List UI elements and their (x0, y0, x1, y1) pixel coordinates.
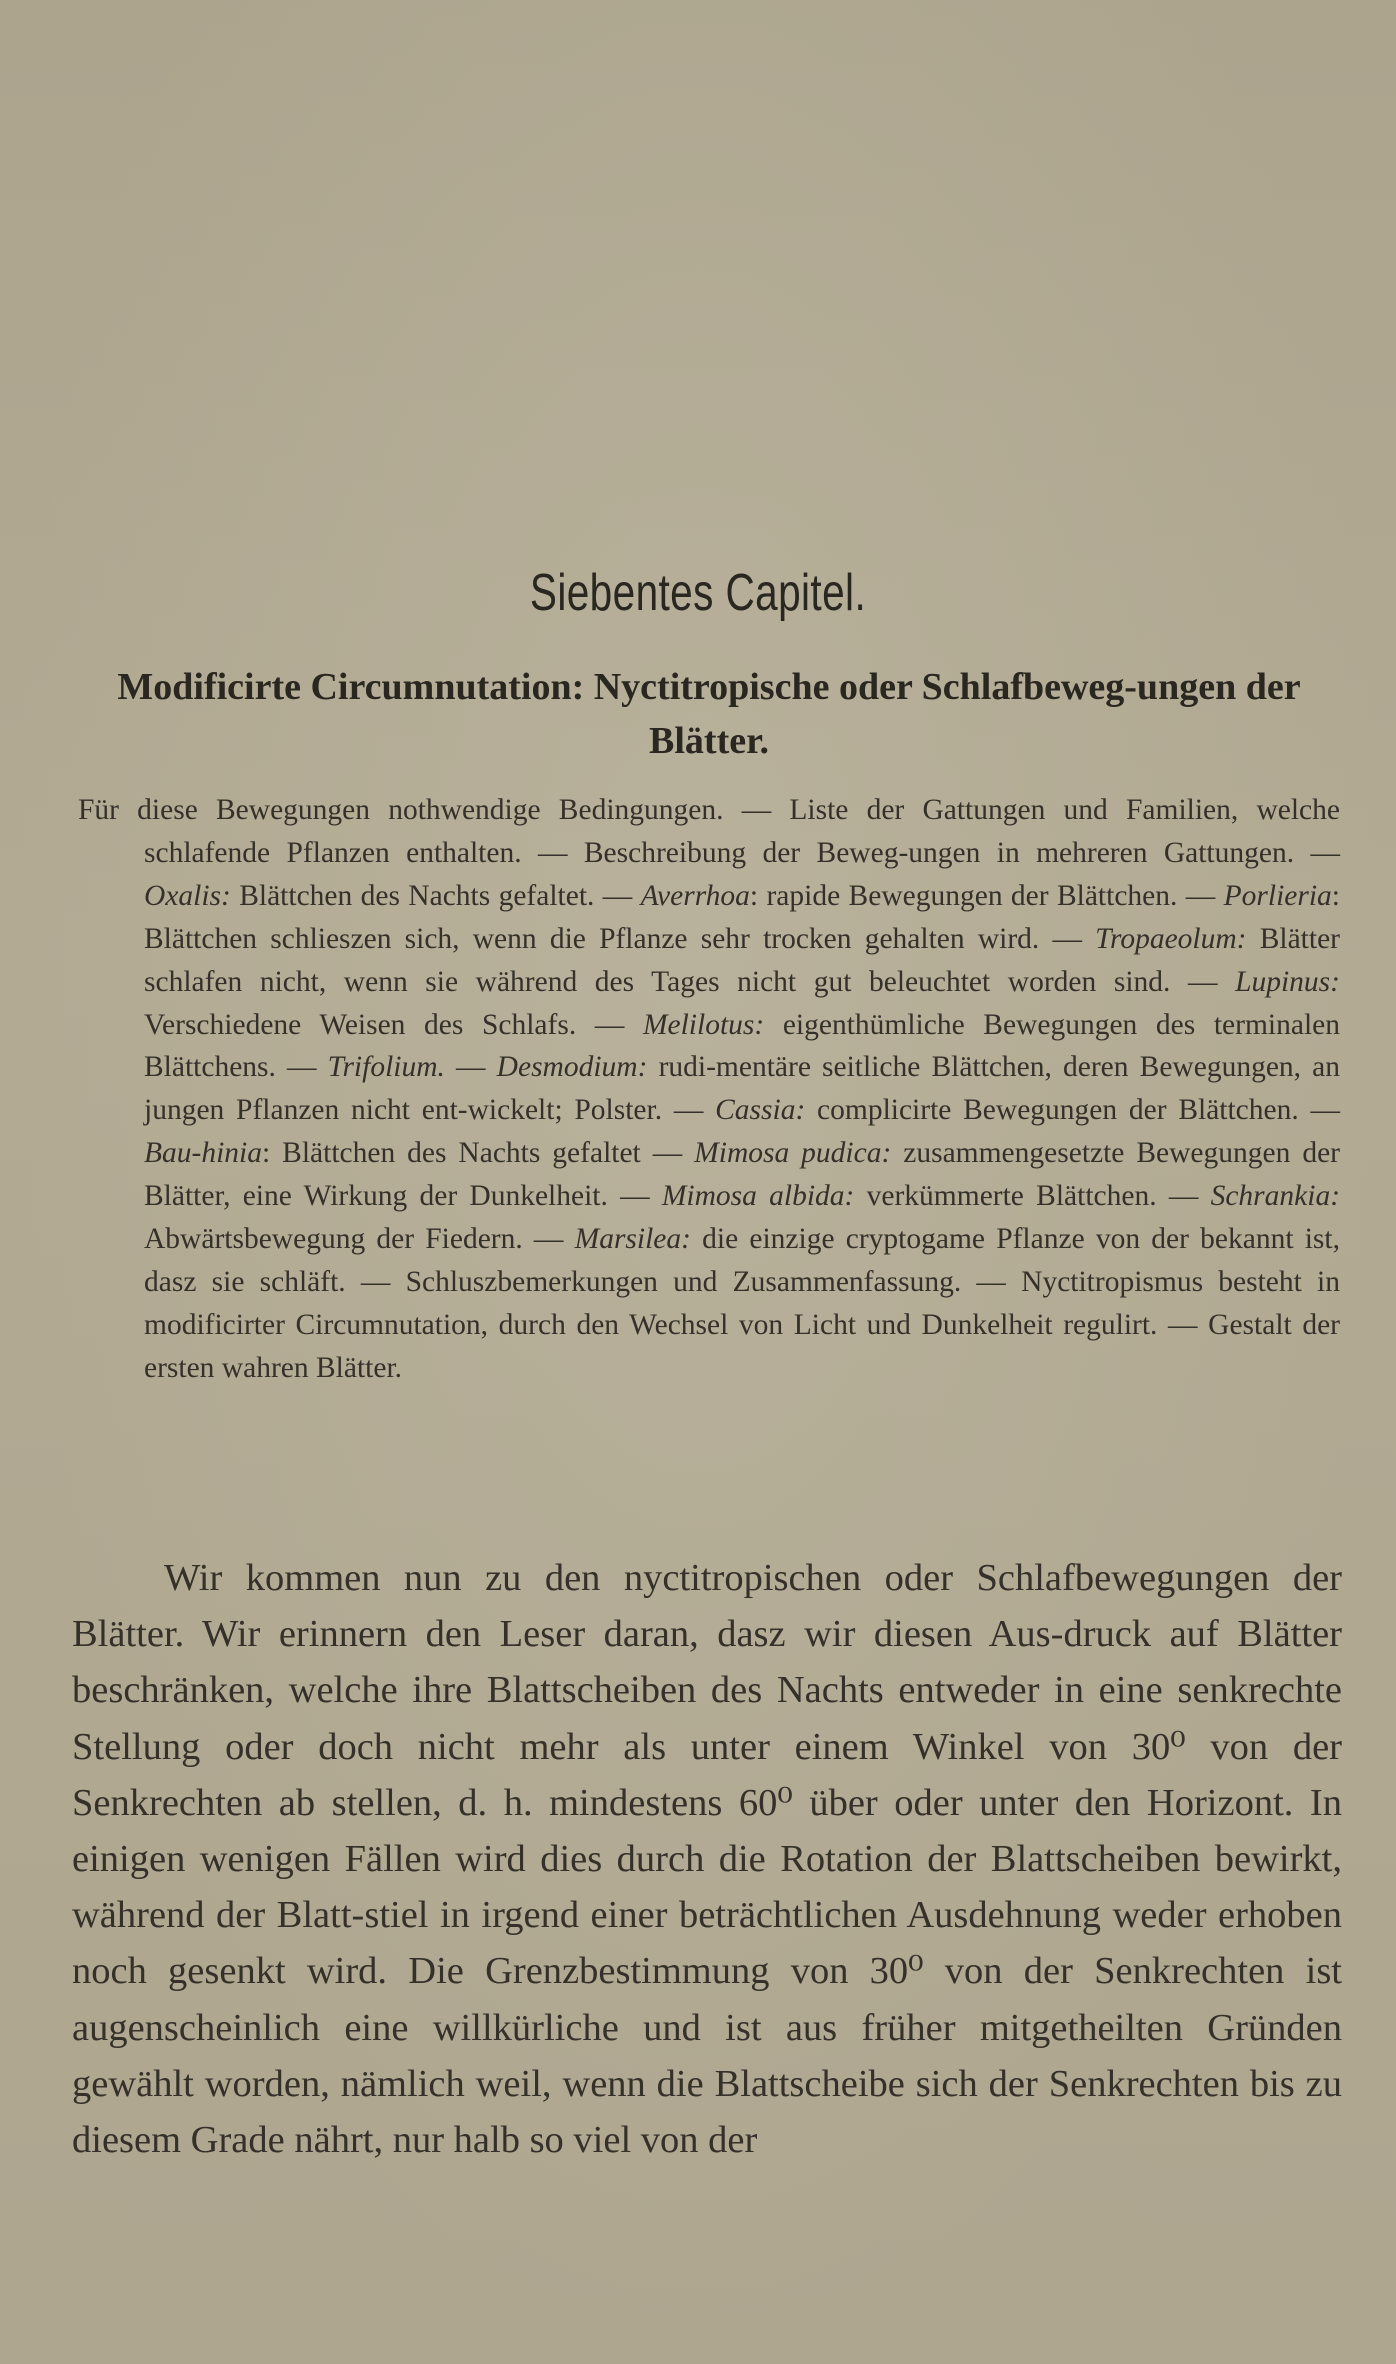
summary-italic-run: Tropaeolum: (1095, 922, 1247, 955)
chapter-title: Siebentes Capitel. (529, 564, 867, 622)
summary-italic-run: Desmodium: (496, 1051, 648, 1084)
chapter-summary (78, 789, 1340, 1390)
summary-text-run: eigenthümliche Bewegungen des terminalen Blättchens. — (144, 1008, 1340, 1084)
summary-italic-run: Schrankia: (1210, 1180, 1341, 1213)
summary-italic-run: Cassia: (715, 1094, 806, 1127)
summary-text-run: Für diese Bewegungen nothwendige Bedingungen. — Liste der Gattungen und Familien, welche schlafende Pflanzen enthalten. — Beschreibung der Beweg-ungen in mehreren Gattungen. — (78, 794, 1340, 869)
summary-paragraph (78, 789, 1340, 1390)
summary-italic-run: Melilotus: (642, 1008, 765, 1041)
summary-italic-run: Mimosa albida: (661, 1180, 855, 1213)
summary-text-run: : Blättchen schlieszen sich, wenn die Pflanze sehr trocken gehalten wird. — (144, 879, 1340, 955)
summary-italic-run: Bau-hinia (144, 1137, 262, 1170)
body-paragraph: Wir kommen nun zu den nyctitropischen oder Schlafbewegungen der Blätter. Wir erinnern den Leser daran, dasz wir diesen Aus-druck auf Blätter beschränken, welche ihre Blattscheiben des Nachts entweder in eine senkrechte Stellung oder doch nicht mehr als unter einem Winkel von 30⁰ von der Senkrechten ab stellen, d. h. mindestens 60⁰ über oder unter den Horizont. In einigen wenigen Fällen wird dies durch die Rotation der Blattscheiben bewirkt, während der Blatt-stiel in irgend einer beträchtlichen Ausdehnung weder erhoben noch gesenkt wird. Die Grenzbestimmung von 30⁰ von der Senkrechten ist augenscheinlich eine willkürliche und ist aus früher mitgetheilten Gründen gewählt worden, nämlich weil, wenn die Blattscheibe sich der Senkrechten bis zu diesem Grade nährt, nur halb so viel von der (72, 1557, 1342, 2162)
summary-italic-run: Mimosa pudica: (694, 1137, 892, 1170)
summary-italic-run: Porlieria (1223, 879, 1332, 912)
summary-italic-run: Lupinus: (1235, 965, 1340, 998)
summary-text-run: Blätter schlafen nicht, wenn sie während des Tages nicht gut beleuchtet worden sind. — (144, 922, 1340, 998)
summary-italic-run: Averrhoa (640, 879, 750, 912)
summary-text-run: zusammengesetzte Bewegungen der Blätter, eine Wirkung der Dunkelheit. — (144, 1137, 1340, 1213)
summary-text-run: complicirte Bewegungen der Blättchen. — (805, 1094, 1340, 1127)
summary-text-run: verkümmerte Blättchen. — (854, 1180, 1211, 1213)
chapter-subtitle: Modificirte Circumnutation: Nyctitropische oder Schlafbeweg-ungen der Blätter. (117, 666, 1301, 762)
summary-text-run: Blättchen des Nachts gefaltet. — (230, 879, 641, 912)
summary-text-run: — (444, 1051, 497, 1084)
summary-italic-run: Trifolium. (327, 1051, 445, 1084)
summary-text-run: die einzige cryptogame Pflanze von der bekannt ist, dasz sie schläft. — Schluszbemerkungen und Zusammenfassung. — Nyctitropismus besteht in modificirter Circumnutation, durch den Wechsel von Licht und Dunkelheit regulirt. — Gestalt der ersten wahren Blätter. (144, 1223, 1340, 1384)
summary-text-run: Verschiedene Weisen des Schlafs. — (144, 1008, 643, 1041)
summary-text-run: rudi-mentäre seitliche Blättchen, deren Bewegungen, an jungen Pflanzen nicht ent-wickelt; Polster. — (144, 1051, 1341, 1127)
body-text (72, 1550, 1342, 2168)
summary-text-run: : rapide Bewegungen der Blättchen. — (749, 879, 1224, 912)
summary-italic-run: Marsilea: (574, 1223, 691, 1256)
summary-text-run: : Blättchen des Nachts gefaltet — (262, 1137, 695, 1170)
summary-text-run: Abwärtsbewegung der Fiedern. — (144, 1223, 575, 1256)
summary-italic-run: Oxalis: (144, 879, 231, 912)
